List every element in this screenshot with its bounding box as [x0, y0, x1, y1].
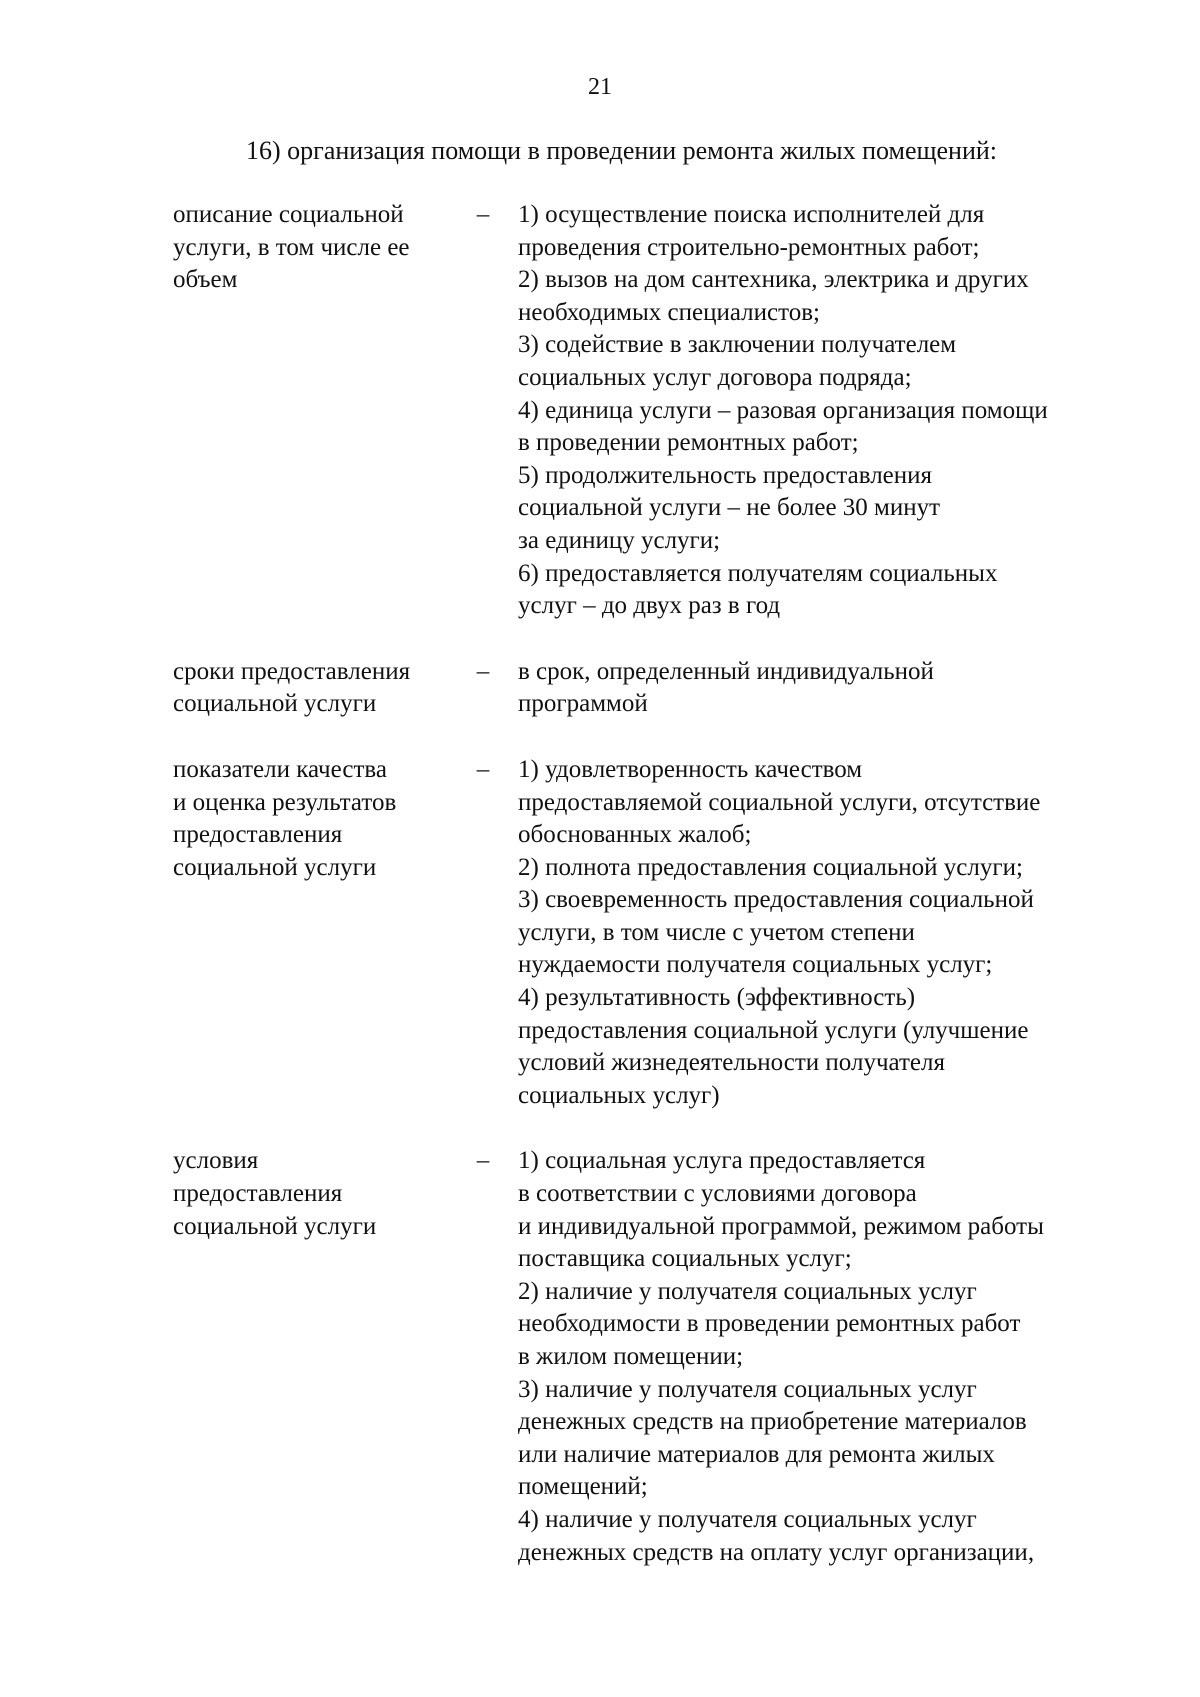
- row-value-line: 2) полнота предоставления социальной услуги;: [518, 853, 1023, 881]
- row-value: [518, 1145, 1138, 1569]
- row-value-line: 4) единица услуги – разовая организация помощи: [518, 396, 1048, 424]
- row-value-line: социальных услуг договора подряда;: [518, 363, 912, 391]
- row-dash: –: [476, 1147, 490, 1175]
- row-label-line: социальной услуги: [173, 853, 377, 881]
- row-value-line: денежных средств на оплату услуг организации,: [518, 1538, 1035, 1566]
- row-value: [518, 199, 1138, 623]
- row-value-line: социальной услуги – не более 30 минут: [518, 494, 941, 522]
- row-value-line: в жилом помещении;: [518, 1343, 744, 1370]
- row-value-line: услуги, в том числе с учетом степени: [518, 918, 915, 946]
- row-dash: –: [476, 755, 490, 783]
- row-value-line: и индивидуальной программой, режимом работы: [518, 1212, 1044, 1240]
- row-value-line: 3) наличие у получателя социальных услуг: [518, 1375, 977, 1403]
- row-label: [173, 199, 463, 297]
- row-value-line: 6) предоставляется получателям социальных: [518, 559, 998, 587]
- row-value-line: предоставления социальной услуги (улучшение: [518, 1016, 1029, 1044]
- row-value-line: обоснованных жалоб;: [518, 821, 752, 849]
- row-value-line: необходимых специалистов;: [518, 298, 820, 326]
- row-value-line: условий жизнедеятельности получателя: [518, 1049, 945, 1077]
- row-value-line: необходимости в проведении ремонтных работ: [518, 1310, 1021, 1338]
- section-heading: 16) организация помощи в проведении ремонта жилых помещений:: [246, 136, 998, 165]
- row-value-line: в срок, определенный индивидуальной: [518, 657, 934, 685]
- row-value-line: программой: [518, 690, 648, 718]
- row-label-line: предоставления: [173, 821, 343, 849]
- row-value-line: нуждаемости получателя социальных услуг;: [518, 951, 993, 979]
- row-label: [173, 754, 463, 884]
- service-row: [173, 199, 1133, 623]
- row-dash: –: [476, 201, 490, 228]
- page-number: 21: [588, 74, 612, 100]
- row-value-line: 5) продолжительность предоставления: [518, 461, 933, 489]
- row-value-line: в соответствии с условиями договора: [518, 1180, 917, 1208]
- row-value-line: 1) удовлетворенность качеством: [518, 755, 863, 783]
- row-value: [518, 656, 1138, 721]
- service-row: [173, 656, 1133, 721]
- row-dash: –: [476, 657, 490, 685]
- row-label-line: и оценка результатов: [173, 788, 397, 816]
- row-label-line: описание социальной: [173, 201, 404, 228]
- row-label: [173, 1145, 463, 1243]
- row-label-line: предоставления: [173, 1180, 343, 1208]
- row-value-line: в проведении ремонтных работ;: [518, 429, 859, 457]
- row-value-line: социальных услуг): [518, 1081, 720, 1109]
- row-value-line: денежных средств на приобретение материалов: [518, 1408, 1027, 1436]
- row-label-line: сроки предоставления: [173, 657, 411, 685]
- row-value-line: или наличие материалов для ремонта жилых: [518, 1440, 995, 1468]
- row-value-line: предоставляемой социальной услуги, отсутствие: [518, 788, 1041, 816]
- row-label-line: социальной услуги: [173, 1212, 377, 1240]
- row-value-line: 1) социальная услуга предоставляется: [518, 1147, 926, 1175]
- row-value-line: 3) содействие в заключении получателем: [518, 331, 957, 359]
- row-value-line: проведения строительно-ремонтных работ;: [518, 233, 980, 261]
- row-value-line: услуг – до двух раз в год: [518, 592, 781, 620]
- row-label-line: условия: [173, 1147, 259, 1175]
- row-label: [173, 656, 463, 721]
- row-label-line: социальной услуги: [173, 690, 377, 718]
- row-value-line: 3) своевременность предоставления социальной: [518, 886, 1034, 914]
- row-value-line: 4) результативность (эффективность): [518, 984, 916, 1012]
- row-value-line: помещений;: [518, 1473, 648, 1501]
- row-label-line: объем: [173, 266, 238, 294]
- service-row: [173, 754, 1133, 1113]
- row-value-line: поставщика социальных услуг;: [518, 1245, 852, 1273]
- row-value-line: 2) вызов на дом сантехника, электрика и других: [518, 266, 1029, 294]
- service-description-table: [173, 199, 1133, 1602]
- row-value-line: 1) осуществление поиска исполнителей для: [518, 201, 985, 228]
- row-value-line: 2) наличие у получателя социальных услуг: [518, 1277, 977, 1305]
- row-value-line: за единицу услуги;: [518, 526, 721, 554]
- row-value-line: 4) наличие у получателя социальных услуг: [518, 1505, 977, 1533]
- row-value: [518, 754, 1138, 1113]
- service-row: [173, 1145, 1133, 1569]
- row-label-line: услуги, в том числе ее: [173, 233, 410, 261]
- row-label-line: показатели качества: [173, 755, 387, 783]
